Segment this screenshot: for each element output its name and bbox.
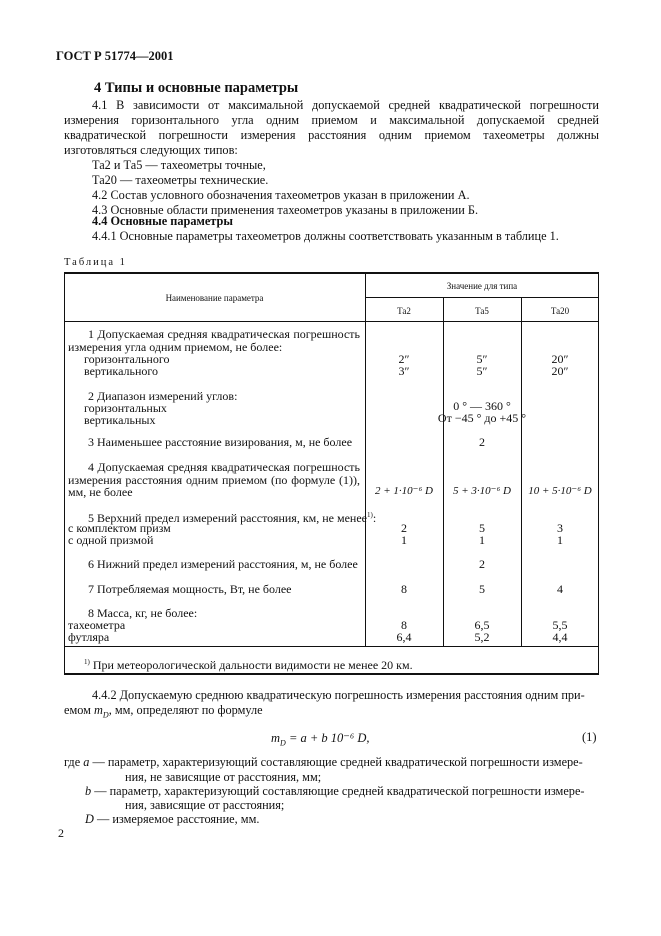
- header-subdivider: [365, 297, 599, 298]
- header-type-ta2: Та2: [397, 306, 411, 316]
- row2-range-horizontal: 0 ° — 360 °: [453, 399, 511, 413]
- row5-title: 5 Верхний предел измерений расстояния, км, не менее$^{1)}$:: [88, 511, 377, 525]
- row1-value: 2″: [398, 352, 410, 366]
- row8-sub2: футляра: [68, 630, 110, 644]
- row2-range-vertical: От −45 ° до +45 °: [437, 411, 527, 425]
- definition-d: D — измеряемое расстояние, мм.: [85, 812, 260, 826]
- row8-value: 5,2: [474, 630, 490, 644]
- definition-b-cont: ния, зависящие от расстояния;: [125, 798, 285, 812]
- row1-value: 20″: [551, 352, 569, 366]
- row5-value: 1: [401, 533, 407, 547]
- row8-value: 5,5: [552, 618, 568, 632]
- row5-value: 2: [401, 521, 407, 535]
- row3-title: 3 Наименьшее расстояние визирования, м, не более: [88, 435, 353, 449]
- row5-sub2: с одной призмой: [68, 533, 154, 547]
- header-parameter-name: Наименование параметра: [165, 293, 264, 303]
- row7-value: 5: [479, 582, 485, 596]
- header-divider: [64, 321, 599, 322]
- row6-value: 2: [479, 557, 485, 571]
- row2-sub1: горизонтальных: [84, 401, 167, 415]
- definition-b: b — параметр, характеризующий составляющие средней квадратической погрешности измере-: [85, 784, 585, 798]
- row8-value: 6,5: [474, 618, 490, 632]
- paragraph-4-2: 4.2 Состав условного обозначения тахеометров указан в приложении А.: [92, 188, 470, 202]
- row8-value: 6,4: [396, 630, 412, 644]
- footnote-divider: [64, 646, 599, 647]
- standard-code: ГОСТ Р 51774—2001: [56, 49, 174, 63]
- row2-title: 2 Диапазон измерений углов:: [88, 389, 238, 403]
- row1-title: 1 Допускаемая средняя квадратическая погрешность измерения угла одним приемом, не более:: [68, 327, 360, 354]
- row6-title: 6 Нижний предел измерений расстояния, м, не более: [88, 557, 358, 571]
- header-type-ta20: Та20: [550, 306, 570, 316]
- row5-value: 1: [479, 533, 485, 547]
- row2-sub2: вертикальных: [84, 413, 156, 427]
- table-border-right: [598, 272, 599, 675]
- paragraph-4-1: 4.1 В зависимости от максимальной допускаемой средней квадратической погрешности измерения горизонтального угла одним приемом и максимальной допускаемой средней квадратической погрешности измерения расстояния одним приемом тахеометры должны изготовляться следующих типов:: [64, 98, 599, 157]
- formula-1: $m_D = a + b$ 10⁻⁶ D,: [271, 731, 370, 748]
- formula-number: (1): [582, 730, 597, 744]
- table-caption: Таблица 1: [64, 257, 125, 268]
- table-border-left: [64, 272, 65, 675]
- page-number: 2: [58, 826, 64, 840]
- row5-value: 3: [557, 521, 563, 535]
- parameters-table: [64, 272, 599, 675]
- table-border-bottom: [64, 673, 599, 675]
- paragraph-4-3: 4.3 Основные области применения тахеометров указаны в приложении Б.: [92, 203, 479, 217]
- definition-a-cont: ния, не зависящие от расстояния, мм;: [125, 770, 322, 784]
- row3-value: 2: [479, 435, 485, 449]
- row1-sub1: горизонтального: [84, 352, 170, 366]
- row7-title: 7 Потребляемая мощность, Вт, не более: [88, 582, 292, 596]
- table-footnote: $^{1)}$ При метеорологической дальности видимости не менее 20 км.: [84, 658, 413, 672]
- row8-value: 4,4: [552, 630, 568, 644]
- row8-sub1: тахеометра: [68, 618, 126, 632]
- row5-sub1: с комплектом призм: [68, 521, 171, 535]
- row4-title: 4 Допускаемая средняя квадратическая погрешность измерения расстояния одним приемом (по формуле (1)), мм, не более: [68, 460, 360, 499]
- types-precise: Та2 и Та5 — тахеометры точные,: [92, 158, 266, 172]
- paragraph-4-4-2-line1: 4.4.2 Допускаемую среднюю квадратическую погрешность измерения расстояния одним при-: [92, 688, 585, 702]
- table-border-top: [64, 272, 599, 274]
- row1-value: 5″: [476, 352, 488, 366]
- row8-value: 8: [401, 618, 407, 632]
- definition-a: где a — параметр, характеризующий составляющие средней квадратической погрешности измере-: [64, 755, 583, 769]
- row4-value: 10 + 5·10⁻⁶ D: [528, 485, 592, 497]
- row4-value: 2 + 1·10⁻⁶ D: [375, 485, 433, 497]
- row1-sub2: вертикального: [84, 364, 159, 378]
- paragraph-4-4: 4.4 Основные параметры: [92, 214, 233, 228]
- row8-title: 8 Масса, кг, не более:: [88, 606, 198, 620]
- types-technical: Та20 — тахеометры технические.: [92, 173, 269, 187]
- row7-value: 8: [401, 582, 407, 596]
- row4-value: 5 + 3·10⁻⁶ D: [453, 485, 511, 497]
- paragraph-4-4-2-line2: емом $m_D$, мм, определяют по формуле: [64, 703, 263, 720]
- row5-value: 1: [557, 533, 563, 547]
- row1-value: 20″: [551, 364, 569, 378]
- header-type-ta5: Та5: [475, 306, 489, 316]
- row1-value: 3″: [398, 364, 410, 378]
- section-title: 4 Типы и основные параметры: [94, 80, 299, 96]
- paragraph-4-4-1: 4.4.1 Основные параметры тахеометров должны соответствовать указанным в таблице 1.: [92, 229, 559, 243]
- row1-value: 5″: [476, 364, 488, 378]
- row7-value: 4: [557, 582, 563, 596]
- row5-value: 5: [479, 521, 485, 535]
- header-value-group: Значение для типа: [446, 281, 518, 291]
